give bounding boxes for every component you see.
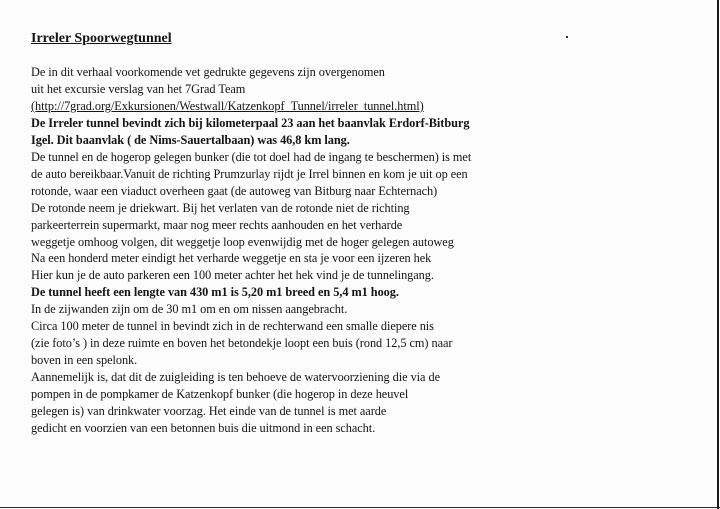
scan-edge-right bbox=[717, 0, 719, 509]
text-line: parkeerterrein supermarkt, maar nog meer rechts aanhouden en het verharde bbox=[31, 217, 403, 232]
source-link[interactable]: (http://7grad.org/Exkursionen/Westwall/Katzenkopf_Tunnel/irreler_tunnel.html) bbox=[31, 98, 424, 113]
document-body bbox=[31, 30, 591, 437]
text-line: gedicht en voorzien van een betonnen buis die uitmond in een schacht. bbox=[31, 421, 376, 436]
text-line: gelegen is) van drinkwater voorzag. Het einde van de tunnel is met aarde bbox=[31, 404, 387, 419]
document-title: Irreler Spoorwegtunnel bbox=[31, 31, 172, 46]
text-line: De tunnel en de hogerop gelegen bunker (die tot doel had de ingang te beschermen) is met bbox=[31, 149, 472, 164]
text-line: Aannemelijk is, dat dit de zuigleiding is ten behoeve de watervoorziening die via de bbox=[31, 370, 440, 385]
text-line: De rotonde neem je driekwart. Bij het verlaten van de rotonde niet de richting bbox=[31, 200, 410, 215]
text-line: de auto bereikbaar.Vanuit de richting Prumzurlay rijdt je Irrel binnen en kom je uit op een bbox=[31, 166, 468, 181]
text-line: De Irreler tunnel bevindt zich bij kilometerpaal 23 aan het baanvlak Erdorf-Bitburg bbox=[31, 115, 470, 130]
text-line: rotonde, waar een viaduct overheen gaat (de autoweg van Bitburg naar Echternach) bbox=[31, 183, 438, 198]
text-line: Hier kun je de auto parkeren een 100 meter achter het hek vind je de tunnelingang. bbox=[31, 268, 434, 283]
text-line: (zie foto’s ) in deze ruimte en boven het betondekje loopt een buis (rond 12,5 cm) naar bbox=[31, 336, 453, 351]
text-line: Igel. Dit baanvlak ( de Nims-Sauertalbaan) was 46,8 km lang. bbox=[31, 132, 350, 147]
text-line: De in dit verhaal voorkomende vet gedrukte gegevens zijn overgenomen bbox=[31, 65, 385, 79]
text-line: uit het excursie verslag van het 7Grad Team bbox=[31, 81, 246, 96]
scan-edge-bottom bbox=[0, 507, 720, 508]
text-line: pompen in de pompkamer de Katzenkopf bunker (die hogerop in deze heuvel bbox=[31, 387, 409, 402]
text-lines bbox=[31, 64, 591, 437]
text-line: De tunnel heeft een lengte van 430 m1 is 5,20 m1 breed en 5,4 m1 hoog. bbox=[31, 285, 399, 300]
text-line: Circa 100 meter de tunnel in bevindt zich in de rechterwand een smalle diepere nis bbox=[31, 319, 434, 334]
text-line: boven in een spelonk. bbox=[31, 353, 138, 368]
text-line: In de zijwanden zijn om de 30 m1 om en om nissen aangebracht. bbox=[31, 302, 348, 317]
text-line: Na een honderd meter eindigt het verharde weggetje en sta je voor een ijzeren hek bbox=[31, 251, 432, 266]
text-line: weggetje omhoog volgen, dit weggetje loop evenwijdig met de hoger gelegen autoweg bbox=[31, 234, 454, 249]
